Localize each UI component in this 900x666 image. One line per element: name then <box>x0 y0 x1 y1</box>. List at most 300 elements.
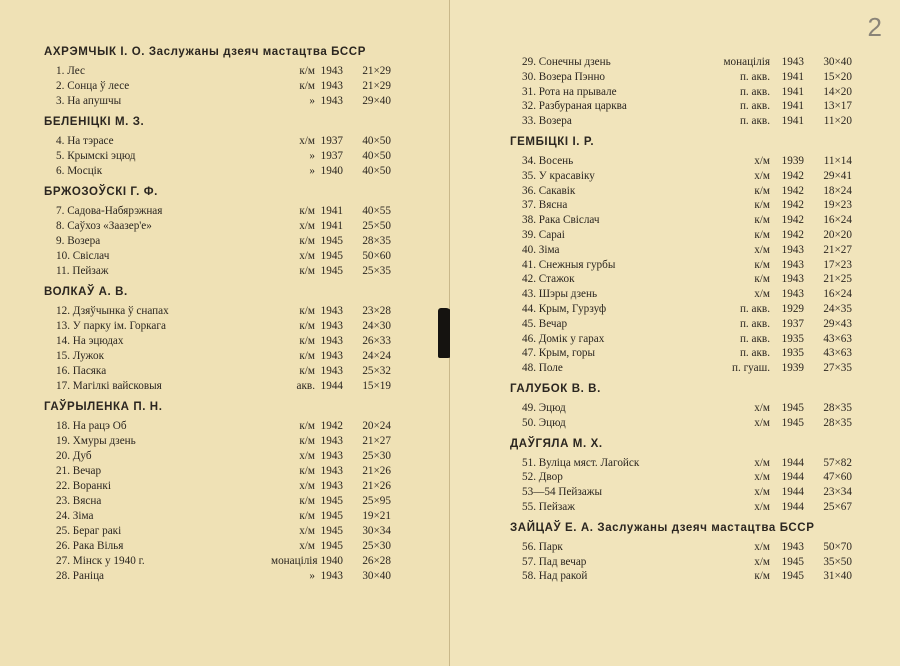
entry-year: 1943 <box>320 435 343 447</box>
entry-title: 31. Рота на прывале <box>522 85 617 98</box>
catalog-entry <box>522 70 872 85</box>
entry-title: 42. Стажок <box>522 273 575 286</box>
entry-title: 27. Мінск у 1940 г. <box>56 555 145 567</box>
entry-year: 1941 <box>781 85 804 98</box>
entry-title: 25. Бераг ракі <box>56 525 122 537</box>
entry-year: 1941 <box>320 205 343 217</box>
entry-size: 15×19 <box>362 380 391 392</box>
catalog-entry <box>56 234 411 249</box>
entry-tech: к/м <box>754 570 770 583</box>
entry-title: 18. На рацэ Об <box>56 420 127 432</box>
entry-size: 40×50 <box>362 165 391 177</box>
entry-year: 1941 <box>781 115 804 128</box>
catalog-entry <box>522 555 872 570</box>
entry-year: 1945 <box>781 555 804 568</box>
artist-section <box>510 521 872 584</box>
entry-title: 30. Возера Пэнно <box>522 70 606 83</box>
entry-title: 39. Сараі <box>522 228 565 241</box>
entry-tech: к/м <box>299 510 315 522</box>
entry-tech: х/м <box>754 154 770 167</box>
entry-size: 30×40 <box>823 56 852 68</box>
catalog-entry <box>56 79 411 94</box>
entry-title: 10. Свіслач <box>56 250 110 262</box>
entry-size: 23×28 <box>362 305 391 317</box>
entry-size: 21×27 <box>362 435 391 447</box>
entry-tech: к/м <box>299 335 315 347</box>
entry-title: 11. Пейзаж <box>56 265 109 277</box>
entry-year: 1944 <box>781 456 804 469</box>
entry-year: 1937 <box>320 135 343 147</box>
entry-title: 28. Раніца <box>56 570 105 582</box>
entry-year: 1945 <box>320 250 343 262</box>
entry-year: 1943 <box>320 465 343 477</box>
catalog-entry <box>522 169 872 184</box>
entry-size: 18×24 <box>823 184 852 197</box>
entry-tech: к/м <box>299 205 315 217</box>
entry-size: 16×24 <box>823 214 852 227</box>
catalog-entry <box>522 213 872 228</box>
entry-tech: к/м <box>299 495 315 507</box>
entry-year: 1942 <box>320 420 343 432</box>
entry-year: 1943 <box>320 80 343 92</box>
catalog-entry <box>522 258 872 273</box>
entry-title: 2. Сонца ў лесе <box>56 80 130 92</box>
artist-section <box>522 55 872 129</box>
entry-year: 1943 <box>320 570 343 582</box>
catalog-entry <box>522 500 872 515</box>
catalog-entry <box>56 479 411 494</box>
left-column <box>44 46 411 591</box>
entry-tech: к/м <box>299 465 315 477</box>
entry-tech: п. акв. <box>739 332 770 345</box>
entry-size: 21×25 <box>823 273 852 286</box>
catalog-entry <box>56 264 411 279</box>
entry-size: 50×70 <box>823 540 852 553</box>
entry-year: 1943 <box>320 450 343 462</box>
entry-year: 1945 <box>320 235 343 247</box>
entry-tech: х/м <box>754 500 770 513</box>
entry-size: 17×23 <box>823 258 852 271</box>
entry-title: 50. Эцюд <box>522 416 566 429</box>
artist-heading: ГАЎРЫЛЕНКА П. Н. <box>44 401 163 413</box>
catalog-entry <box>56 164 411 179</box>
catalog-entry <box>56 449 411 464</box>
entry-tech: х/м <box>299 480 315 492</box>
entry-year: 1935 <box>781 347 804 360</box>
entry-size: 21×26 <box>362 465 391 477</box>
entry-title: 52. Двор <box>522 471 563 484</box>
entry-year: 1943 <box>781 258 804 271</box>
entry-year: 1945 <box>320 265 343 277</box>
entry-title: 43. Шэры дзень <box>522 288 598 301</box>
entry-title: 3. На апушчы <box>56 95 122 107</box>
page-number: 2 <box>867 12 882 42</box>
entry-tech: х/м <box>299 250 315 262</box>
catalog-entry <box>522 456 872 471</box>
entry-title: 6. Мосцік <box>56 165 103 177</box>
catalog-entry <box>56 204 411 219</box>
entry-year: 1943 <box>320 335 343 347</box>
entry-year: 1935 <box>781 332 804 345</box>
catalog-entry <box>56 379 411 394</box>
entry-tech: к/м <box>299 305 315 317</box>
entry-year: 1940 <box>320 555 343 567</box>
catalog-entry <box>522 198 872 213</box>
entry-title: 22. Воранкі <box>56 480 111 492</box>
entry-title: 15. Лужок <box>56 350 105 362</box>
catalog-entry <box>56 349 411 364</box>
artist-section <box>44 186 411 279</box>
entry-size: 26×33 <box>362 335 391 347</box>
entry-year: 1942 <box>781 169 804 182</box>
entry-tech: к/м <box>754 184 770 197</box>
entry-title: 14. На эцюдах <box>56 335 124 347</box>
entry-size: 35×50 <box>823 555 852 568</box>
catalog-entry <box>56 434 411 449</box>
catalog-entry <box>56 464 411 479</box>
entry-tech: х/м <box>754 555 770 568</box>
entry-title: 12. Дзяўчынка ў снапах <box>56 305 169 317</box>
entry-size: 28×35 <box>823 416 852 429</box>
artist-heading: ГЕМБІЦКІ І. Р. <box>510 135 595 148</box>
entry-year: 1940 <box>320 165 343 177</box>
entry-year: 1939 <box>781 362 804 375</box>
entry-title: 29. Сонечны дзень <box>522 56 611 68</box>
catalog-entry <box>522 272 872 287</box>
entry-year: 1944 <box>781 486 804 499</box>
entry-tech: п. акв. <box>739 302 770 315</box>
entry-tech: к/м <box>754 199 770 212</box>
catalog-entry <box>522 287 872 302</box>
entry-size: 50×60 <box>362 250 391 262</box>
entry-size: 40×50 <box>362 150 391 162</box>
entry-title: 5. Крымскі эцюд <box>56 150 136 162</box>
entry-tech: к/м <box>299 420 315 432</box>
entry-year: 1943 <box>781 56 804 68</box>
entry-year: 1941 <box>320 220 343 232</box>
entry-tech: к/м <box>299 435 315 447</box>
catalog-entry <box>522 346 872 361</box>
entry-size: 15×20 <box>823 70 852 83</box>
artist-heading: ВОЛКАЎ А. В. <box>44 286 128 298</box>
entry-size: 25×30 <box>362 450 391 462</box>
entry-size: 19×23 <box>823 199 852 212</box>
catalog-entry <box>522 99 872 114</box>
entry-year: 1943 <box>320 365 343 377</box>
entry-tech: х/м <box>754 288 770 301</box>
entry-size: 13×17 <box>823 100 852 113</box>
entry-size: 11×20 <box>823 115 852 128</box>
entry-title: 57. Пад вечар <box>522 555 587 568</box>
catalog-entry <box>56 134 411 149</box>
entry-size: 31×40 <box>823 570 852 583</box>
catalog-entry <box>522 154 872 169</box>
entry-tech: к/м <box>754 273 770 286</box>
catalog-entry <box>56 319 411 334</box>
entry-size: 25×67 <box>823 500 852 513</box>
entry-year: 1945 <box>781 401 804 414</box>
catalog-entry <box>522 228 872 243</box>
artist-heading: ГАЛУБОК В. В. <box>510 382 601 395</box>
catalog-entry <box>522 55 872 70</box>
entry-size: 29×43 <box>823 317 852 330</box>
entry-title: 41. Снежныя гурбы <box>522 258 616 271</box>
entry-size: 27×35 <box>823 362 852 375</box>
entry-title: 1. Лес <box>56 65 85 77</box>
entry-year: 1943 <box>781 288 804 301</box>
entry-size: 28×35 <box>362 235 391 247</box>
entry-tech: к/м <box>299 365 315 377</box>
entry-title: 37. Вясна <box>522 199 568 212</box>
entry-title: 33. Возера <box>522 115 572 128</box>
entry-size: 24×24 <box>362 350 391 362</box>
entry-tech: п. акв. <box>739 317 770 330</box>
catalog-entry <box>522 243 872 258</box>
entry-year: 1944 <box>781 471 804 484</box>
entry-tech: » <box>309 150 315 162</box>
entry-size: 57×82 <box>823 456 852 469</box>
catalog-entry <box>522 302 872 317</box>
catalog-entry <box>56 419 411 434</box>
entry-tech: к/м <box>754 214 770 227</box>
catalog-entry <box>522 470 872 485</box>
entry-tech: п. гуаш. <box>732 362 770 375</box>
entry-size: 28×35 <box>823 401 852 414</box>
entry-tech: х/м <box>299 525 315 537</box>
entry-tech: монацілія <box>723 56 770 68</box>
catalog-entry <box>522 540 872 555</box>
entry-tech: к/м <box>299 320 315 332</box>
entry-year: 1942 <box>781 184 804 197</box>
artist-section <box>510 135 872 376</box>
entry-year: 1937 <box>781 317 804 330</box>
artist-section <box>44 46 411 109</box>
catalog-entry <box>522 485 872 500</box>
entry-title: 8. Саўхоз «Заазер'е» <box>56 220 152 232</box>
catalog-entry <box>522 184 872 199</box>
entry-year: 1943 <box>320 320 343 332</box>
entry-size: 19×21 <box>362 510 391 522</box>
entry-year: 1945 <box>320 525 343 537</box>
entry-size: 20×24 <box>362 420 391 432</box>
entry-year: 1945 <box>320 495 343 507</box>
entry-year: 1945 <box>781 570 804 583</box>
artist-heading: БРЖОЗОЎСКІ Г. Ф. <box>44 186 158 198</box>
artist-section <box>44 116 411 179</box>
entry-tech: х/м <box>754 471 770 484</box>
entry-year: 1942 <box>781 214 804 227</box>
entry-tech: х/м <box>754 456 770 469</box>
entry-tech: к/м <box>299 80 315 92</box>
catalog-entry <box>56 334 411 349</box>
entry-size: 29×40 <box>362 95 391 107</box>
entry-size: 21×26 <box>362 480 391 492</box>
entry-year: 1941 <box>781 100 804 113</box>
entry-title: 34. Восень <box>522 154 574 167</box>
entry-year: 1939 <box>781 154 804 167</box>
catalog-entry <box>522 361 872 376</box>
catalog-entry <box>56 304 411 319</box>
entry-size: 47×60 <box>823 471 852 484</box>
entry-title: 46. Домік у гарах <box>522 332 605 345</box>
artist-heading: ДАЎГЯЛА М. Х. <box>510 437 603 450</box>
entry-title: 4. На тэрасе <box>56 135 114 147</box>
entry-tech: п. акв. <box>739 115 770 128</box>
artist-section <box>44 401 411 584</box>
entry-tech: к/м <box>299 235 315 247</box>
catalog-entry <box>56 219 411 234</box>
entry-size: 25×50 <box>362 220 391 232</box>
entry-year: 1942 <box>781 199 804 212</box>
entry-tech: х/м <box>754 540 770 553</box>
entry-tech: х/м <box>754 401 770 414</box>
entry-size: 30×34 <box>362 525 391 537</box>
entry-tech: к/м <box>754 228 770 241</box>
entry-title: 45. Вечар <box>522 317 568 330</box>
artist-section <box>510 382 872 431</box>
entry-size: 21×29 <box>362 65 391 77</box>
entry-tech: к/м <box>299 65 315 77</box>
entry-tech: к/м <box>754 258 770 271</box>
entry-year: 1943 <box>320 65 343 77</box>
entry-size: 23×34 <box>823 486 852 499</box>
entry-year: 1944 <box>781 500 804 513</box>
catalog-entry <box>56 149 411 164</box>
entry-tech: п. акв. <box>739 347 770 360</box>
catalog-entry <box>522 332 872 347</box>
catalog-entry <box>56 364 411 379</box>
catalog-entry <box>56 554 411 569</box>
entry-tech: п. акв. <box>739 100 770 113</box>
entry-title: 16. Пасяка <box>56 365 107 377</box>
entry-size: 24×30 <box>362 320 391 332</box>
entry-size: 21×29 <box>362 80 391 92</box>
entry-size: 25×30 <box>362 540 391 552</box>
catalog-entry <box>56 539 411 554</box>
catalog-entry <box>522 317 872 332</box>
entry-title: 9. Возера <box>56 235 101 247</box>
entry-year: 1943 <box>781 540 804 553</box>
entry-size: 30×40 <box>362 570 391 582</box>
entry-year: 1944 <box>320 380 343 392</box>
entry-size: 11×14 <box>823 154 852 167</box>
entry-tech: » <box>309 570 315 582</box>
entry-year: 1943 <box>781 273 804 286</box>
entry-size: 14×20 <box>823 85 852 98</box>
entry-tech: п. акв. <box>739 85 770 98</box>
entry-title: 55. Пейзаж <box>522 500 575 513</box>
entry-title: 7. Садова-Набярэжная <box>56 205 163 217</box>
right-page <box>450 0 900 666</box>
entry-year: 1943 <box>320 480 343 492</box>
entry-tech: х/м <box>754 243 770 256</box>
entry-title: 36. Сакавік <box>522 184 576 197</box>
entry-title: 17. Магілкі вайсковыя <box>56 380 162 392</box>
entry-size: 43×63 <box>823 332 852 345</box>
catalog-entry <box>56 524 411 539</box>
entry-title: 40. Зіма <box>522 243 560 256</box>
entry-size: 40×50 <box>362 135 391 147</box>
entry-tech: х/м <box>754 416 770 429</box>
catalog-entry <box>522 401 872 416</box>
entry-year: 1941 <box>781 70 804 83</box>
catalog-entry <box>522 85 872 100</box>
entry-size: 16×24 <box>823 288 852 301</box>
entry-title: 23. Вясна <box>56 495 102 507</box>
entry-title: 49. Эцюд <box>522 401 566 414</box>
entry-title: 48. Поле <box>522 362 563 375</box>
catalog-entry <box>56 509 411 524</box>
entry-tech: монацілія <box>271 555 318 567</box>
entry-title: 20. Дуб <box>56 450 92 462</box>
entry-title: 13. У парку ім. Горкага <box>56 320 166 332</box>
entry-size: 43×63 <box>823 347 852 360</box>
entry-title: 19. Хмуры дзень <box>56 435 136 447</box>
catalog-entry <box>522 569 872 584</box>
catalog-entry <box>56 569 411 584</box>
entry-title: 21. Вечар <box>56 465 102 477</box>
entry-title: 47. Крым, горы <box>522 347 596 360</box>
entry-tech: » <box>309 95 315 107</box>
entry-year: 1943 <box>320 305 343 317</box>
right-column <box>510 55 872 591</box>
entry-year: 1945 <box>320 510 343 522</box>
entry-year: 1943 <box>320 95 343 107</box>
catalog-entry <box>522 114 872 129</box>
entry-year: 1945 <box>320 540 343 552</box>
entry-tech: » <box>309 165 315 177</box>
entry-size: 25×95 <box>362 495 391 507</box>
entry-tech: х/м <box>299 220 315 232</box>
entry-size: 20×20 <box>823 228 852 241</box>
entry-size: 40×55 <box>362 205 391 217</box>
entry-tech: акв. <box>296 380 315 392</box>
entry-year: 1929 <box>781 302 804 315</box>
artist-section <box>510 437 872 515</box>
entry-year: 1942 <box>781 228 804 241</box>
entry-tech: х/м <box>754 486 770 499</box>
entry-title: 24. Зіма <box>56 510 94 522</box>
entry-tech: п. акв. <box>739 70 770 83</box>
artist-heading: ЗАЙЦАЎ Е. А. Заслужаны дзеяч мастацтва БССР <box>510 521 815 534</box>
entry-tech: х/м <box>754 169 770 182</box>
entry-year: 1945 <box>781 416 804 429</box>
entry-title: 26. Рака Вілья <box>56 540 124 552</box>
entry-title: 51. Вуліца мяст. Лагойск <box>522 456 640 469</box>
entry-tech: х/м <box>299 450 315 462</box>
entry-size: 29×41 <box>823 169 852 182</box>
catalog-entry <box>56 494 411 509</box>
entry-title: 58. Над ракой <box>522 570 588 583</box>
entry-title: 38. Рака Свіслач <box>522 214 600 227</box>
catalog-entry <box>56 94 411 109</box>
entry-tech: х/м <box>299 540 315 552</box>
entry-size: 25×32 <box>362 365 391 377</box>
artist-heading: АХРЭМЧЫК І. О. Заслужаны дзеяч мастацтва БССР <box>44 46 366 58</box>
entry-tech: к/м <box>299 265 315 277</box>
entry-title: 35. У красавіку <box>522 169 595 182</box>
entry-tech: х/м <box>299 135 315 147</box>
entry-size: 21×27 <box>823 243 852 256</box>
artist-heading: БЕЛЕНІЦКІ М. З. <box>44 116 145 128</box>
entry-tech: к/м <box>299 350 315 362</box>
entry-year: 1943 <box>781 243 804 256</box>
entry-title: 53—54 Пейзажы <box>522 486 603 499</box>
entry-year: 1937 <box>320 150 343 162</box>
catalog-entry <box>56 249 411 264</box>
entry-size: 25×35 <box>362 265 391 277</box>
entry-title: 56. Парк <box>522 540 563 553</box>
